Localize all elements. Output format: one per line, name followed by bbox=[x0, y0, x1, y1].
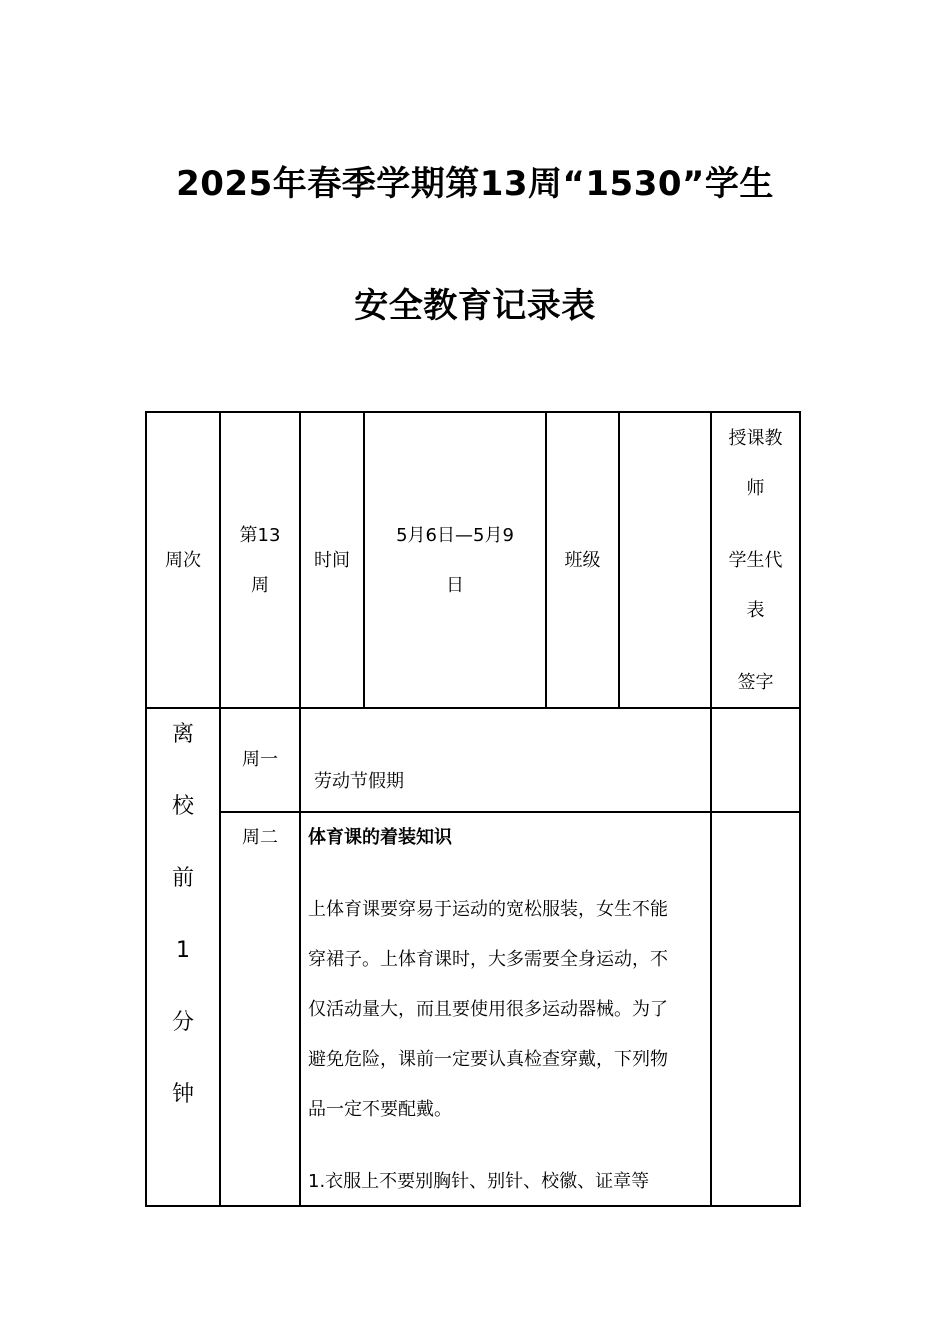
safety-record-table bbox=[145, 411, 801, 1207]
week-value: 第13 周 bbox=[239, 525, 281, 596]
monday-content: 劳动节假期 bbox=[314, 771, 404, 792]
day-monday: 周一 bbox=[242, 749, 278, 770]
column-divider bbox=[299, 411, 301, 1207]
column-divider bbox=[618, 411, 620, 709]
tuesday-item-1: 1.衣服上不要别胸针、别针、校徽、证章等 bbox=[308, 1171, 650, 1192]
before-leaving-school-1-minute-label: 离 校 前 1 分 钟 bbox=[171, 722, 194, 1107]
header-row-divider bbox=[145, 707, 801, 709]
week-label: 周次 bbox=[165, 550, 201, 571]
tuesday-heading: 体育课的着装知识 bbox=[308, 827, 452, 848]
table-border-right bbox=[799, 411, 801, 1207]
day-tuesday: 周二 bbox=[242, 827, 278, 848]
class-label: 班级 bbox=[564, 550, 601, 571]
document-title-line1: 2025年春季学期第13周“1530”学生 bbox=[176, 164, 774, 204]
table-border-top bbox=[145, 411, 801, 413]
time-label: 时间 bbox=[314, 550, 350, 571]
time-value: 5月6日—5月9 日 bbox=[396, 525, 514, 596]
teacher-student-signature-label: 授课教 师 学生代 表 签字 bbox=[728, 428, 783, 693]
tuesday-paragraph: 上体育课要穿易于运动的宽松服装，女生不能 穿裙子。上体育课时，大多需要全身运动，不 仅活动量大，而且要使用很多运动器械。为了 避免危险，课前一定要认真检查穿戴，下列物 品一定不要配戴。 bbox=[308, 899, 668, 1120]
row-divider bbox=[219, 811, 801, 813]
document-title-line2: 安全教育记录表 bbox=[354, 286, 596, 326]
